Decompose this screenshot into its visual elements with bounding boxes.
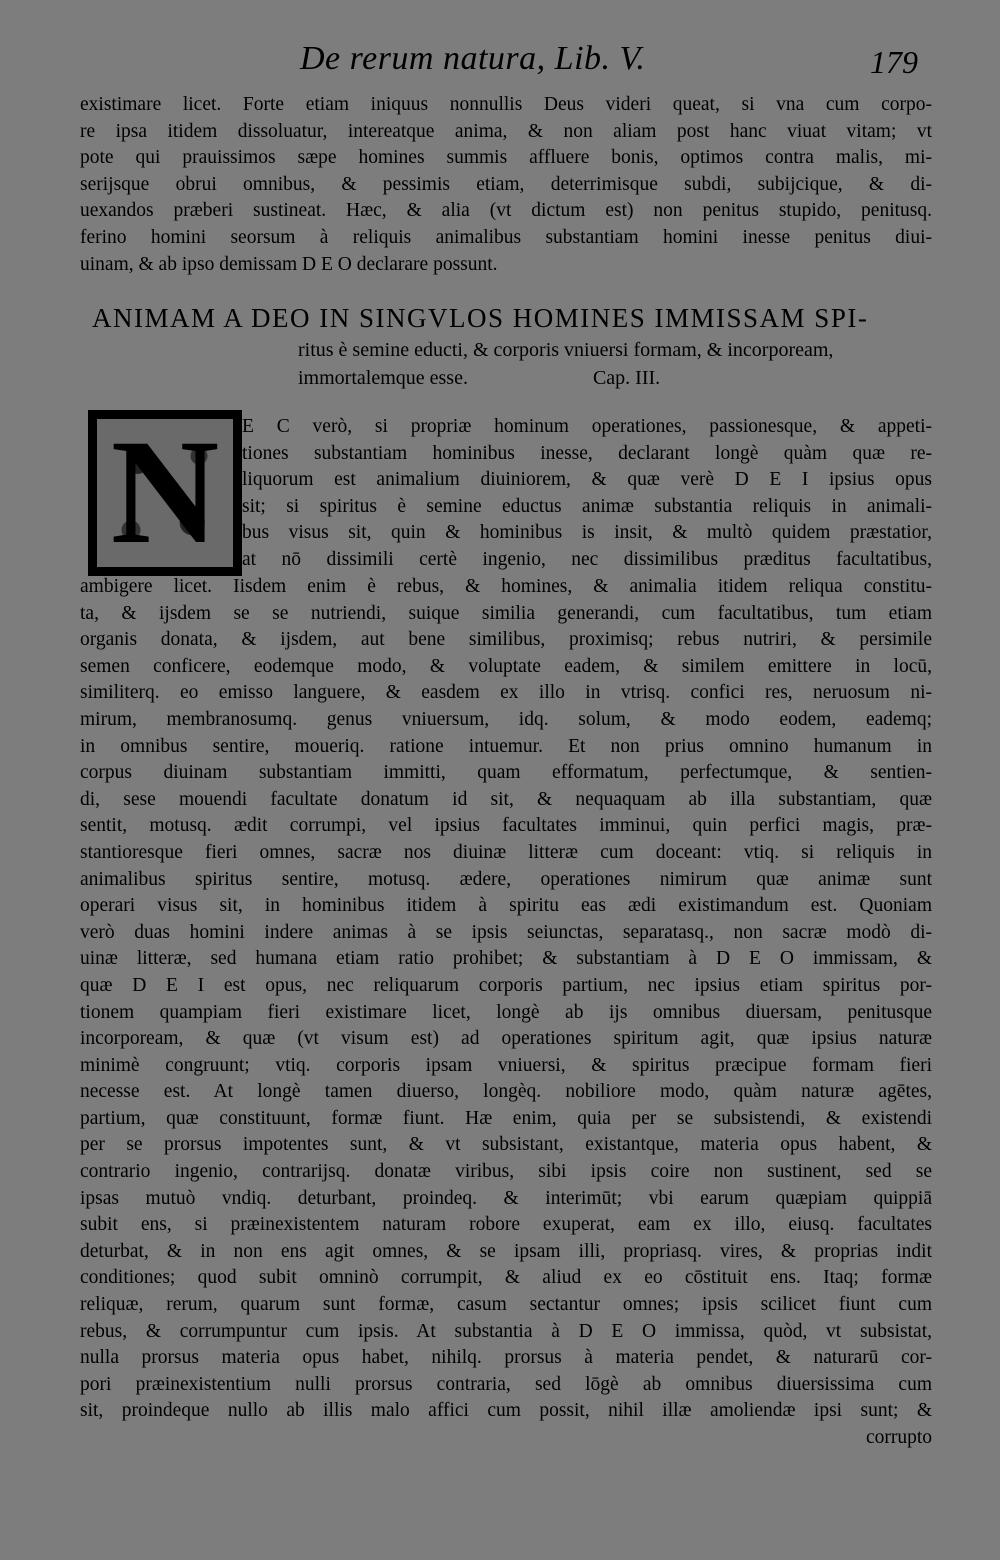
text-line: necesse est. At longè tamen diuerso, longèq. nobiliore modo, quàm naturæ agētes, [80, 1081, 932, 1103]
text-line: verò duas homini indere animas à se ipsis seiunctas, separatasq., non sacræ modò di- [80, 921, 932, 943]
text-line: in omnibus sentire, moueriq. ratione intuemur. Et non prius omnino humanum in [80, 735, 932, 757]
text-line: organis donata, & ijsdem, aut bene similibus, proximisq; rebus nutriri, & persimile [80, 629, 932, 651]
text-line: stantioresque fieri omnes, sacræ nos diuinæ litteræ cum doceant: vtiq. si reliquis in [80, 841, 932, 863]
text-line: E C verò, si propriæ hominum operationes, passionesque, & appeti- [242, 416, 932, 437]
catchword: corrupto [865, 1427, 932, 1448]
text-line: uinæ litteræ, sed humana etiam ratio prohibet; & substantiam à D E O immissam, & [80, 948, 932, 970]
text-line: at nō dissimili certè ingenio, nec dissimilibus præditus facultatibus, [242, 548, 932, 570]
text-line: di, sese mouendi facultate donatum id sit, & nequaquam ab illa substantiam, quæ [80, 788, 932, 810]
text-line: pori præinexistentium nulli prorsus contraria, sed lōgè ab omnibus diuersissima cum [80, 1373, 932, 1395]
text-line: animalibus spiritus sentire, motusq. ædere, operationes nimirum quæ animæ sunt [80, 868, 932, 890]
chapter-title: ANIMAM A DEO IN SINGVLOS HOMINES IMMISSAM SPI- [92, 303, 869, 333]
text-line: existimare licet. Forte etiam iniquus nonnullis Deus videri queat, si vna cum corpo- [80, 94, 932, 115]
chapter-title-line2: ritus è semine educti, & corporis vniuersi formam, & incorpoream, [298, 339, 834, 361]
text-line: tionem quampiam fieri existimare licet, longè ab ijs omnibus diuersam, penitusque [80, 1001, 932, 1023]
text-line: sit, proindeque nullo ab illis malo affici cum possit, nihil illæ amoliendæ ipsi sunt; & [80, 1400, 932, 1422]
text-line: minimè congruunt; vtiq. corporis ipsam vniuersi, & spiritus præcipue formam fieri [80, 1054, 932, 1076]
text-line: similiterq. eo emisso languere, & easdem ex illo in vtrisq. confici res, neruosum ni- [80, 682, 932, 704]
text-line: uinam, & ab ipso demissam D E O declarare possunt. [80, 253, 498, 275]
text-line: partium, quæ constituunt, formæ fiunt. Hæ enim, quia per se subsistendi, & existendi [80, 1107, 932, 1129]
text-line: per se prorsus impotentes sunt, & vt subsistant, existantque, materia opus habent, & [80, 1134, 932, 1156]
text-line: liquorum est animalium diuiniorem, & quæ verè D E I ipsius opus [242, 469, 932, 491]
running-head-title: De rerum natura, Lib. V. [300, 40, 646, 77]
text-line: incorpoream, & quæ (vt visum est) ad operationes spiritum agit, quæ ipsius naturæ [80, 1028, 932, 1050]
chapter-number: Cap. III. [592, 367, 661, 389]
chapter-title-line3 [80, 364, 932, 392]
text-line: sit; si spiritus è semine eductus animæ substantia reliquis in animali- [242, 495, 932, 517]
text-line: pote qui prauissimos sæpe homines summis affluere bonis, optimos contra malis, mi- [80, 147, 932, 169]
catchword-line [80, 1425, 932, 1452]
text-line: re ipsa itidem dissoluatur, intereatque anima, & non aliam post hanc viuat vitam; vt [80, 120, 932, 142]
text-line: ambigere licet. Iisdem enim è rebus, & homines, & animalia itidem reliqua constitu- [80, 576, 932, 597]
text-line: conditiones; quod subit omninò corrumpit, & aliud ex eo cōstituit ens. Itaq; formæ [80, 1267, 932, 1289]
text-line: rebus, & corrumpuntur cum ipsis. At substantia à D E O immissa, quòd, vt subsistat, [80, 1320, 932, 1342]
text-line: reliquæ, rerum, quarum sunt formæ, casum sectantur omnes; ipsis scilicet fiunt cum [80, 1294, 932, 1316]
running-head [0, 40, 1000, 84]
text-line: uexandos præberi sustineat. Hæc, & alia (vt dictum est) non penitus stupido, penitusq. [80, 200, 932, 222]
text-line: sentit, motusq. ædit corrumpi, vel ipsius facultates imminui, quin perfici magis, præ- [80, 815, 932, 837]
text-line: serijsque obrui omnibus, & pessimis etiam, deterrimisque subdi, subijcique, & di- [80, 173, 932, 195]
decorated-initial [88, 410, 242, 576]
chapter-heading [80, 300, 932, 392]
text-line: quæ D E I est opus, nec reliquarum corporis partium, nec ipsius etiam spiritus por- [80, 974, 932, 996]
top-paragraph [80, 92, 932, 278]
text-line: deturbat, & in non ens agit omnes, & se ipsam illi, propriasq. vires, & proprias indit [80, 1240, 932, 1262]
text-line: mirum, membranosumq. genus vniuersum, idq. solum, & modo eodem, eademq; [80, 708, 932, 730]
chapter-opening-lines [242, 414, 932, 574]
text-line: ipsas mutuò vndiq. deturbant, proindeq. & interimūt; vbi earum quæpiam quippiā [80, 1187, 932, 1209]
text-line: tiones substantiam hominibus inesse, declarant longè quàm quæ re- [242, 442, 932, 464]
text-line: bus visus sit, quin & hominibus is insit, & multò quidem præstatior, [242, 522, 932, 544]
text-line: ta, & ijsdem se se nutriendi, suique similia generandi, cum facultatibus, tum etiam [80, 602, 932, 624]
text-line: subit ens, si præinexistentem naturam robore exuperat, eam ex illo, eiusq. facultates [80, 1214, 932, 1236]
main-paragraph [80, 574, 932, 1452]
text-line: semen conficere, eodemque modo, & voluptate eadem, & similem emittere in locū, [80, 655, 932, 677]
initial-letter: N [110, 409, 220, 575]
text-line: ferino homini seorsum à reliquis animalibus substantiam homini inesse penitus diui- [80, 226, 932, 248]
text-line: corpus diuinam substantiam immitti, quam efformatum, perfectumque, & sentien- [80, 762, 932, 784]
chapter-title-line3-text: immortalemque esse. [298, 367, 468, 389]
text-line: contrario ingenio, contrarijsq. donatæ viribus, sibi ipsis coire non sustinent, sed se [80, 1161, 932, 1183]
text-line: nulla prorsus materia opus habet, nihilq. prorsus à materia pendet, & naturarū cor- [80, 1347, 932, 1369]
page-number: 179 [870, 44, 918, 80]
text-line: operari visus sit, in hominibus itidem à spiritu eas ædi existimandum est. Quoniam [80, 895, 932, 917]
